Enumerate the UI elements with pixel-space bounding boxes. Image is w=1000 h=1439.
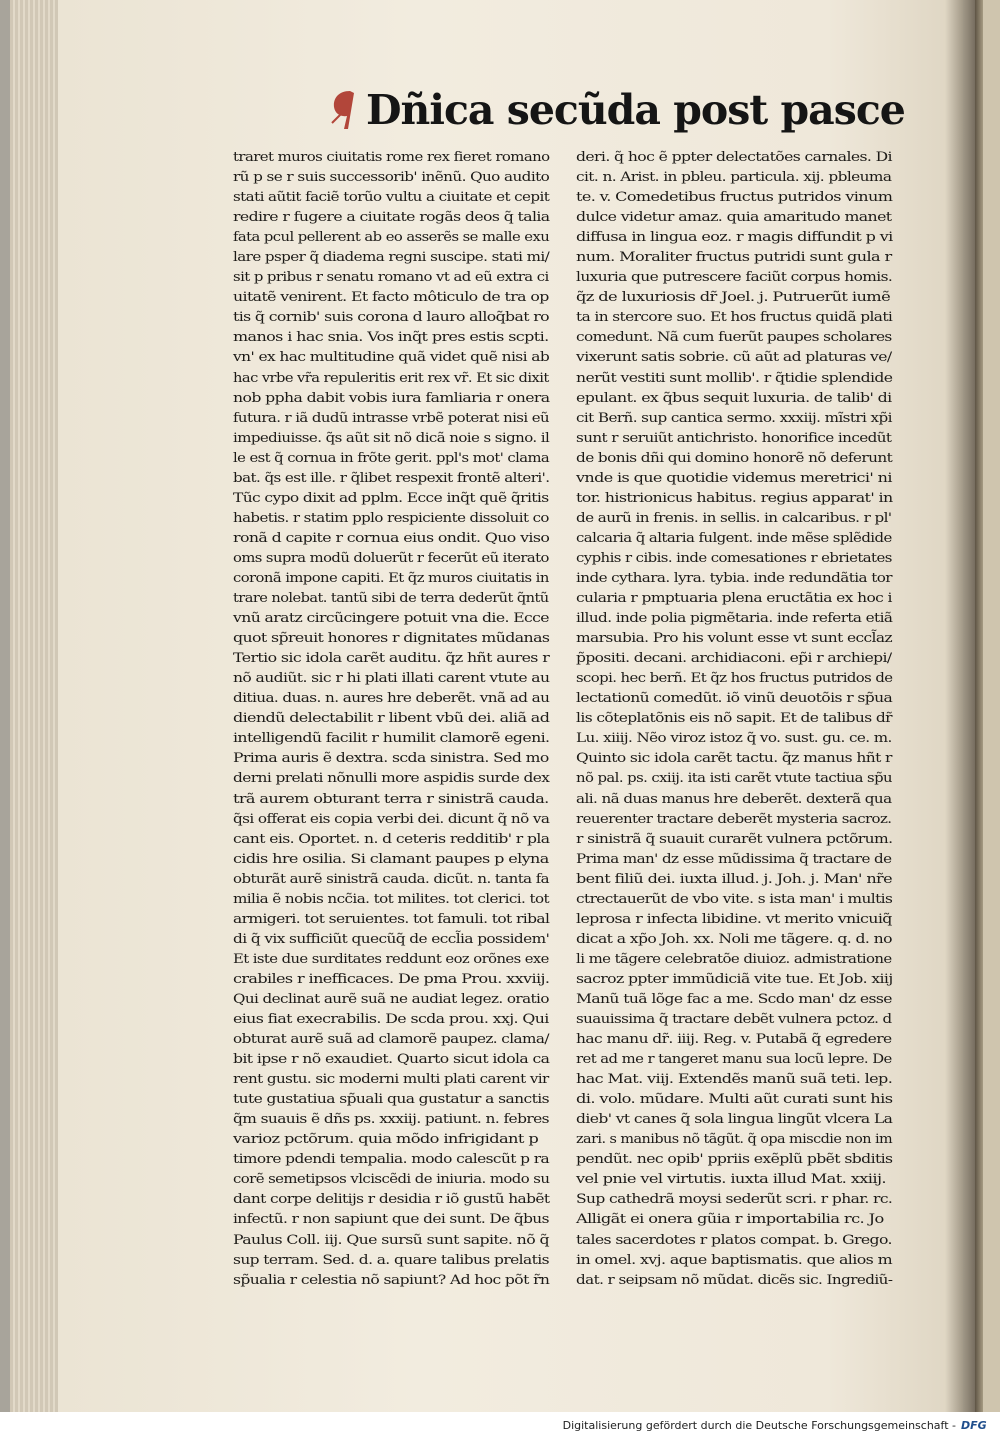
text-line: stati aũtit faciẽ torũo vultu a ciuitate et cepit [233, 190, 550, 206]
text-line: bit ipse r nõ exaudiet. Quarto sicut idola ca [233, 1052, 550, 1068]
text-line: lectationũ comedũt. iõ vinũ deuotõis r sp̃ua [576, 691, 893, 707]
text-line: lare psper q̃ diadema regni suscipe. stati mi/ [233, 250, 550, 266]
text-line: bat. q̃s est ille. r q̃libet respexit frontẽ alteri'. [233, 470, 550, 486]
text-line: de bonis dñi qui domino honorẽ nõ deferunt [576, 450, 893, 466]
text-line: deri. q̃ hoc ẽ ppter delectatões carnales. Di [576, 150, 892, 165]
text-line: obturãt aurẽ sinistrã cauda. dicũt. n. tanta fa [233, 871, 550, 887]
text-line: hac Mat. viij. Extendẽs manũ suã teti. lep. [576, 1072, 893, 1088]
text-line: Tũc cypo dixit ad pplm. Ecce inq̃t quẽ q̃ritis [233, 490, 549, 506]
text-line: dieb' vt canes q̃ sola lingua lingũt vlcera La [576, 1112, 893, 1128]
facing-page-edge [975, 0, 1000, 1412]
text-line: obturat aurẽ suã ad clamorẽ paupez. clama/ [233, 1032, 549, 1048]
text-line: intelligendũ facilit r humilit clamorẽ egeni. [233, 731, 550, 747]
text-line: dulce videtur amaz. quia amaritudo manet [576, 210, 892, 226]
text-line: milia ẽ nobis ncc̃ia. tot milites. tot clerici. tot [233, 891, 550, 907]
text-line: rent gustu. sic moderni multi plati carent vir [233, 1072, 549, 1088]
text-line: cant eis. Oportet. n. d ceteris redditib' r pla [233, 831, 550, 847]
text-line: sit p pribus r senatu romano vt ad eũ extra ci [233, 270, 549, 286]
text-line: cyphis r cibis. inde comesationes r ebrietates [576, 550, 892, 566]
text-line: r sinistrã q̃ suauit curarẽt vulnera pctõrum. [576, 831, 893, 847]
text-line: tis q̃ cornib' suis corona d lauro alloq̃bat ro [233, 310, 550, 326]
text-line: quot sp̃reuit honores r dignitates mũdanas [233, 631, 550, 647]
text-line: trã aurem obturant terra r sinistrã cauda. [233, 791, 549, 807]
text-line: corẽ semetipsos vlciscẽdi de iniuria. modo su [233, 1172, 550, 1188]
text-line: zari. s manibus nõ tãgũt. q̃ opa miscdie non im [576, 1132, 893, 1148]
text-line: di q̃ vix sufficiũt quecũq̃ de eccl̃ia possidem' [233, 931, 550, 947]
text-line: comedunt. Nã cum fuerũt paupes scholares [576, 330, 892, 346]
text-line: calcaria q̃ altaria fulgent. inde mẽse splẽdide [576, 530, 892, 546]
text-line: armigeri. tot seruientes. tot famuli. tot ribal [233, 911, 550, 927]
text-line: crabiles r inefficaces. De pma Prou. xxviij. [233, 971, 550, 987]
text-line: dicat a xp̃o Joh. xx. Noli me tãgere. q. d. no [576, 931, 892, 947]
text-line: li me tãgere celebratõe diuioz. admistratione [576, 951, 892, 967]
text-line: in omel. xvj. aque baptismatis. que alios m [576, 1252, 893, 1268]
text-line: ditiua. duas. n. aures hre deberẽt. vnã ad au [233, 691, 550, 707]
left-text-column [233, 148, 549, 1291]
text-line: oms supra modũ doluerũt r fecerũt eũ iterato [233, 550, 549, 566]
text-line: leprosa r infecta libidine. vt merito vnicuiq̃ [576, 911, 892, 927]
text-line: sp̃ualia r celestia nõ sapiunt? Ad hoc põt r̃n [233, 1272, 550, 1288]
text-line: suauissima q̃ tractare debẽt vulnera pctoz. d [576, 1012, 892, 1028]
dfg-logo-icon [960, 1418, 994, 1432]
footer-credit: Digitalisierung gefördert durch die Deutsche Forschungsgemeinschaft - [562, 1419, 956, 1432]
text-line: dat. r seipsam nõ mũdat. dicẽs sic. Ingrediũ- [576, 1272, 893, 1288]
text-line: tute gustatiua sp̃uali qua gustatur a sanctis [233, 1092, 549, 1108]
text-line: ta in stercore suo. Et hos fructus quidã plati [576, 310, 893, 326]
red-pilcrow-icon [330, 87, 360, 133]
text-line: de aurũ in frenis. in sellis. in calcaribus. r pl' [576, 510, 892, 526]
text-line: reuerenter tractare deberẽt mysteria sacroz. [576, 811, 892, 827]
text-line: ctrectauerũt de vbo vite. s ista man' i multis [576, 891, 893, 907]
text-line: inde cythara. lyra. tybia. inde redundãtia tor [576, 570, 892, 586]
text-line: lis cõteplatõnis eis nõ sapit. Et de talibus dr̃ [576, 711, 892, 727]
text-line: nob ppha dabit vobis iura famliaria r onera [233, 390, 550, 406]
text-line: q̃si offerat eis copia verbi dei. dicunt q̃ nõ va [233, 811, 550, 827]
text-line: nerũt vestiti sunt mollib'. r q̃tidie splendide [576, 370, 893, 386]
gutter-shadow [945, 0, 977, 1412]
text-line: hac manu dr̃. iiij. Reg. v. Putabã q̃ egredere [576, 1032, 892, 1048]
text-line: habetis. r statim pplo respiciente dissoluit co [233, 510, 549, 526]
text-line: Quinto sic idola carẽt tactu. q̃z manus hñt r [576, 751, 892, 767]
text-line: tales sacerdotes r platos compat. b. Grego. [576, 1232, 892, 1248]
facing-page-fold [975, 0, 983, 1412]
text-line: luxuria que putrescere faciũt corpus homis. [576, 270, 893, 286]
text-line: p̃positi. decani. archidiaconi. ep̃i r archiepi/ [576, 651, 892, 667]
text-line: marsubia. Pro his volunt esse vt sunt eccl̃az [576, 631, 892, 647]
text-line: cularia r pmptuaria plena eructãtia ex hoc i [576, 591, 892, 607]
text-line: coronã impone capiti. Et q̃z muros ciuitatis in [233, 570, 549, 586]
text-line: cidis hre osilia. Si clamant paupes p elyna [233, 851, 549, 867]
text-line: ronã d capite r cornua eius ondit. Quo viso [233, 530, 550, 546]
heading-text: Dñica secũda post pasce [366, 86, 905, 134]
text-line: manos i hac snia. Vos inq̃t pres estis scpti. [233, 330, 549, 346]
text-line: Paulus Coll. iij. Que sursũ sunt sapite. nõ q̃ [233, 1232, 549, 1248]
text-line: q̃z de luxuriosis dr̃ Joel. j. Putruerũt iumẽ [576, 290, 891, 306]
text-line: bent filiũ dei. iuxta illud. j. Joh. j. Man' nr̃e [576, 871, 892, 887]
text-line: sup terram. Sed. d. a. quare talibus prelatis [233, 1252, 549, 1268]
text-line: varioz pctõrum. quia mõdo infrigidant p [233, 1132, 539, 1148]
text-line: Prima man' dz esse mũdissima q̃ tractare de [576, 851, 892, 867]
svg-text:DFG: DFG [961, 1419, 987, 1432]
text-line: diendũ delectabilit r libent vbũ dei. aliã ad [233, 711, 550, 727]
text-line: num. Moraliter fructus putridi sunt gula r [576, 250, 892, 266]
text-line: cit. n. Arist. in pbleu. particula. xij. pbleuma [576, 170, 892, 186]
text-line: trare nolebat. tantũ sibi de terra dederũt q̃ntũ [233, 591, 549, 607]
text-line: hac vrbe vr̃a repuleritis erit rex vr̃. Et sic dixit [233, 370, 549, 386]
text-line: fata pcul pellerent ab eo asserẽs se malle exu [233, 230, 550, 246]
text-line: Lu. xiiij. Nẽo viroz istoz q̃ vo. sust. gu. ce. m. [576, 731, 892, 747]
text-line: Et iste due surditates reddunt eoz orõnes exe [233, 951, 549, 967]
text-line: traret muros ciuitatis rome rex fieret romano [233, 150, 550, 165]
text-line: eius fiat execrabilis. De scda prou. xxj. Qui [233, 1012, 549, 1028]
text-line: vel pnie vel virtutis. iuxta illud Mat. xxiij. [576, 1172, 886, 1188]
text-line: timore pdendi tempalia. modo calescũt p ra [233, 1152, 550, 1168]
text-line: redire r fugere a ciuitate rogãs deos q̃ talia [233, 210, 550, 226]
text-line: nõ audiũt. sic r hi plati illati carent vtute au [233, 671, 550, 687]
text-line: te. v. Comedetibus fructus putridos vinum [576, 190, 893, 206]
text-line: nõ pal. ps. cxiij. ita isti carẽt vtute tactiua sp̃u [576, 771, 893, 787]
text-line: sacroz ppter immũdiciã vite tue. Et Job. xiij [576, 971, 893, 987]
text-line: illud. inde polia pigmẽtaria. inde referta etiã [576, 611, 893, 627]
text-line: Prima auris ẽ dextra. scda sinistra. Sed mo [233, 751, 549, 767]
text-line: sunt r seruiũt antichristo. honorifice incedũt [576, 430, 892, 446]
text-line: ali. nã duas manus hre deberẽt. dexterã qua [576, 791, 892, 807]
page-edges [10, 0, 58, 1412]
text-line: Alligãt ei onera gũia r importabilia rc. Jo [576, 1212, 884, 1228]
text-line: vnde is que quotidie videmus meretrici' ni [576, 470, 892, 486]
text-line: le est q̃ cornua in frõte gerit. ppl's mot' clama [233, 450, 550, 466]
text-line: q̃m suauis ẽ dñs ps. xxxiij. patiunt. n. febres [233, 1112, 549, 1128]
text-line: Qui declinat aurẽ suã ne audiat legez. oratio [233, 991, 549, 1007]
right-text-column [576, 148, 892, 1291]
text-line: vn' ex hac multitudine quã videt quẽ nisi ab [233, 350, 550, 366]
text-line: Manũ tuã lõge fac a me. Scdo man' dz esse [576, 991, 892, 1007]
text-line: rũ p se r suis successorib' inẽnũ. Quo audito [233, 170, 550, 186]
text-line: vixerunt satis sobrie. cũ aũt ad platuras ve/ [576, 350, 892, 366]
text-line: uitatẽ venirent. Et facto môticulo de tra op [233, 290, 549, 306]
text-line: futura. r iã dudũ intrasse vrbẽ poterat nisi eũ [233, 410, 549, 426]
text-line: Sup cathedrã moysi sederũt scri. r phar. rc. [576, 1192, 893, 1208]
text-line: dant corpe delitijs r desidia r iõ gustũ habẽt [233, 1192, 550, 1208]
text-line: cit Berñ. sup cantica sermo. xxxiij. mĩstri xp̃i [576, 410, 892, 426]
text-line: derni prelati nõnulli more aspidis surde dex [233, 771, 550, 787]
text-line: impediuisse. q̃s aũt sit nõ dicã noie s signo. il [233, 430, 550, 446]
text-line: scopi. hec berñ. Et q̃z hos fructus putridos de [576, 671, 893, 687]
text-line: di. volo. mũdare. Multi aũt curati sunt his [576, 1092, 893, 1108]
text-line: vnũ aratz circũcingere potuit vna die. Ecce [233, 611, 549, 627]
text-line: epulant. ex q̃bus sequit luxuria. de talib' di [576, 390, 892, 406]
text-line: pendũt. nec opib' ppriis exẽplũ pbẽt sbditis [576, 1152, 893, 1168]
footer [0, 1412, 1000, 1439]
text-line: Tertio sic idola carẽt auditu. q̃z hñt aures r [233, 651, 550, 667]
text-line: ret ad me r tangeret manu sua locũ lepre. De [576, 1052, 892, 1068]
text-line: infectũ. r non sapiunt que dei sunt. De q̃bus [233, 1212, 549, 1228]
text-line: diffusa in lingua eoz. r magis diffundit p vi [576, 230, 893, 246]
text-line: tor. histrionicus habitus. regius apparat' in [576, 490, 893, 506]
page-heading [330, 80, 905, 140]
